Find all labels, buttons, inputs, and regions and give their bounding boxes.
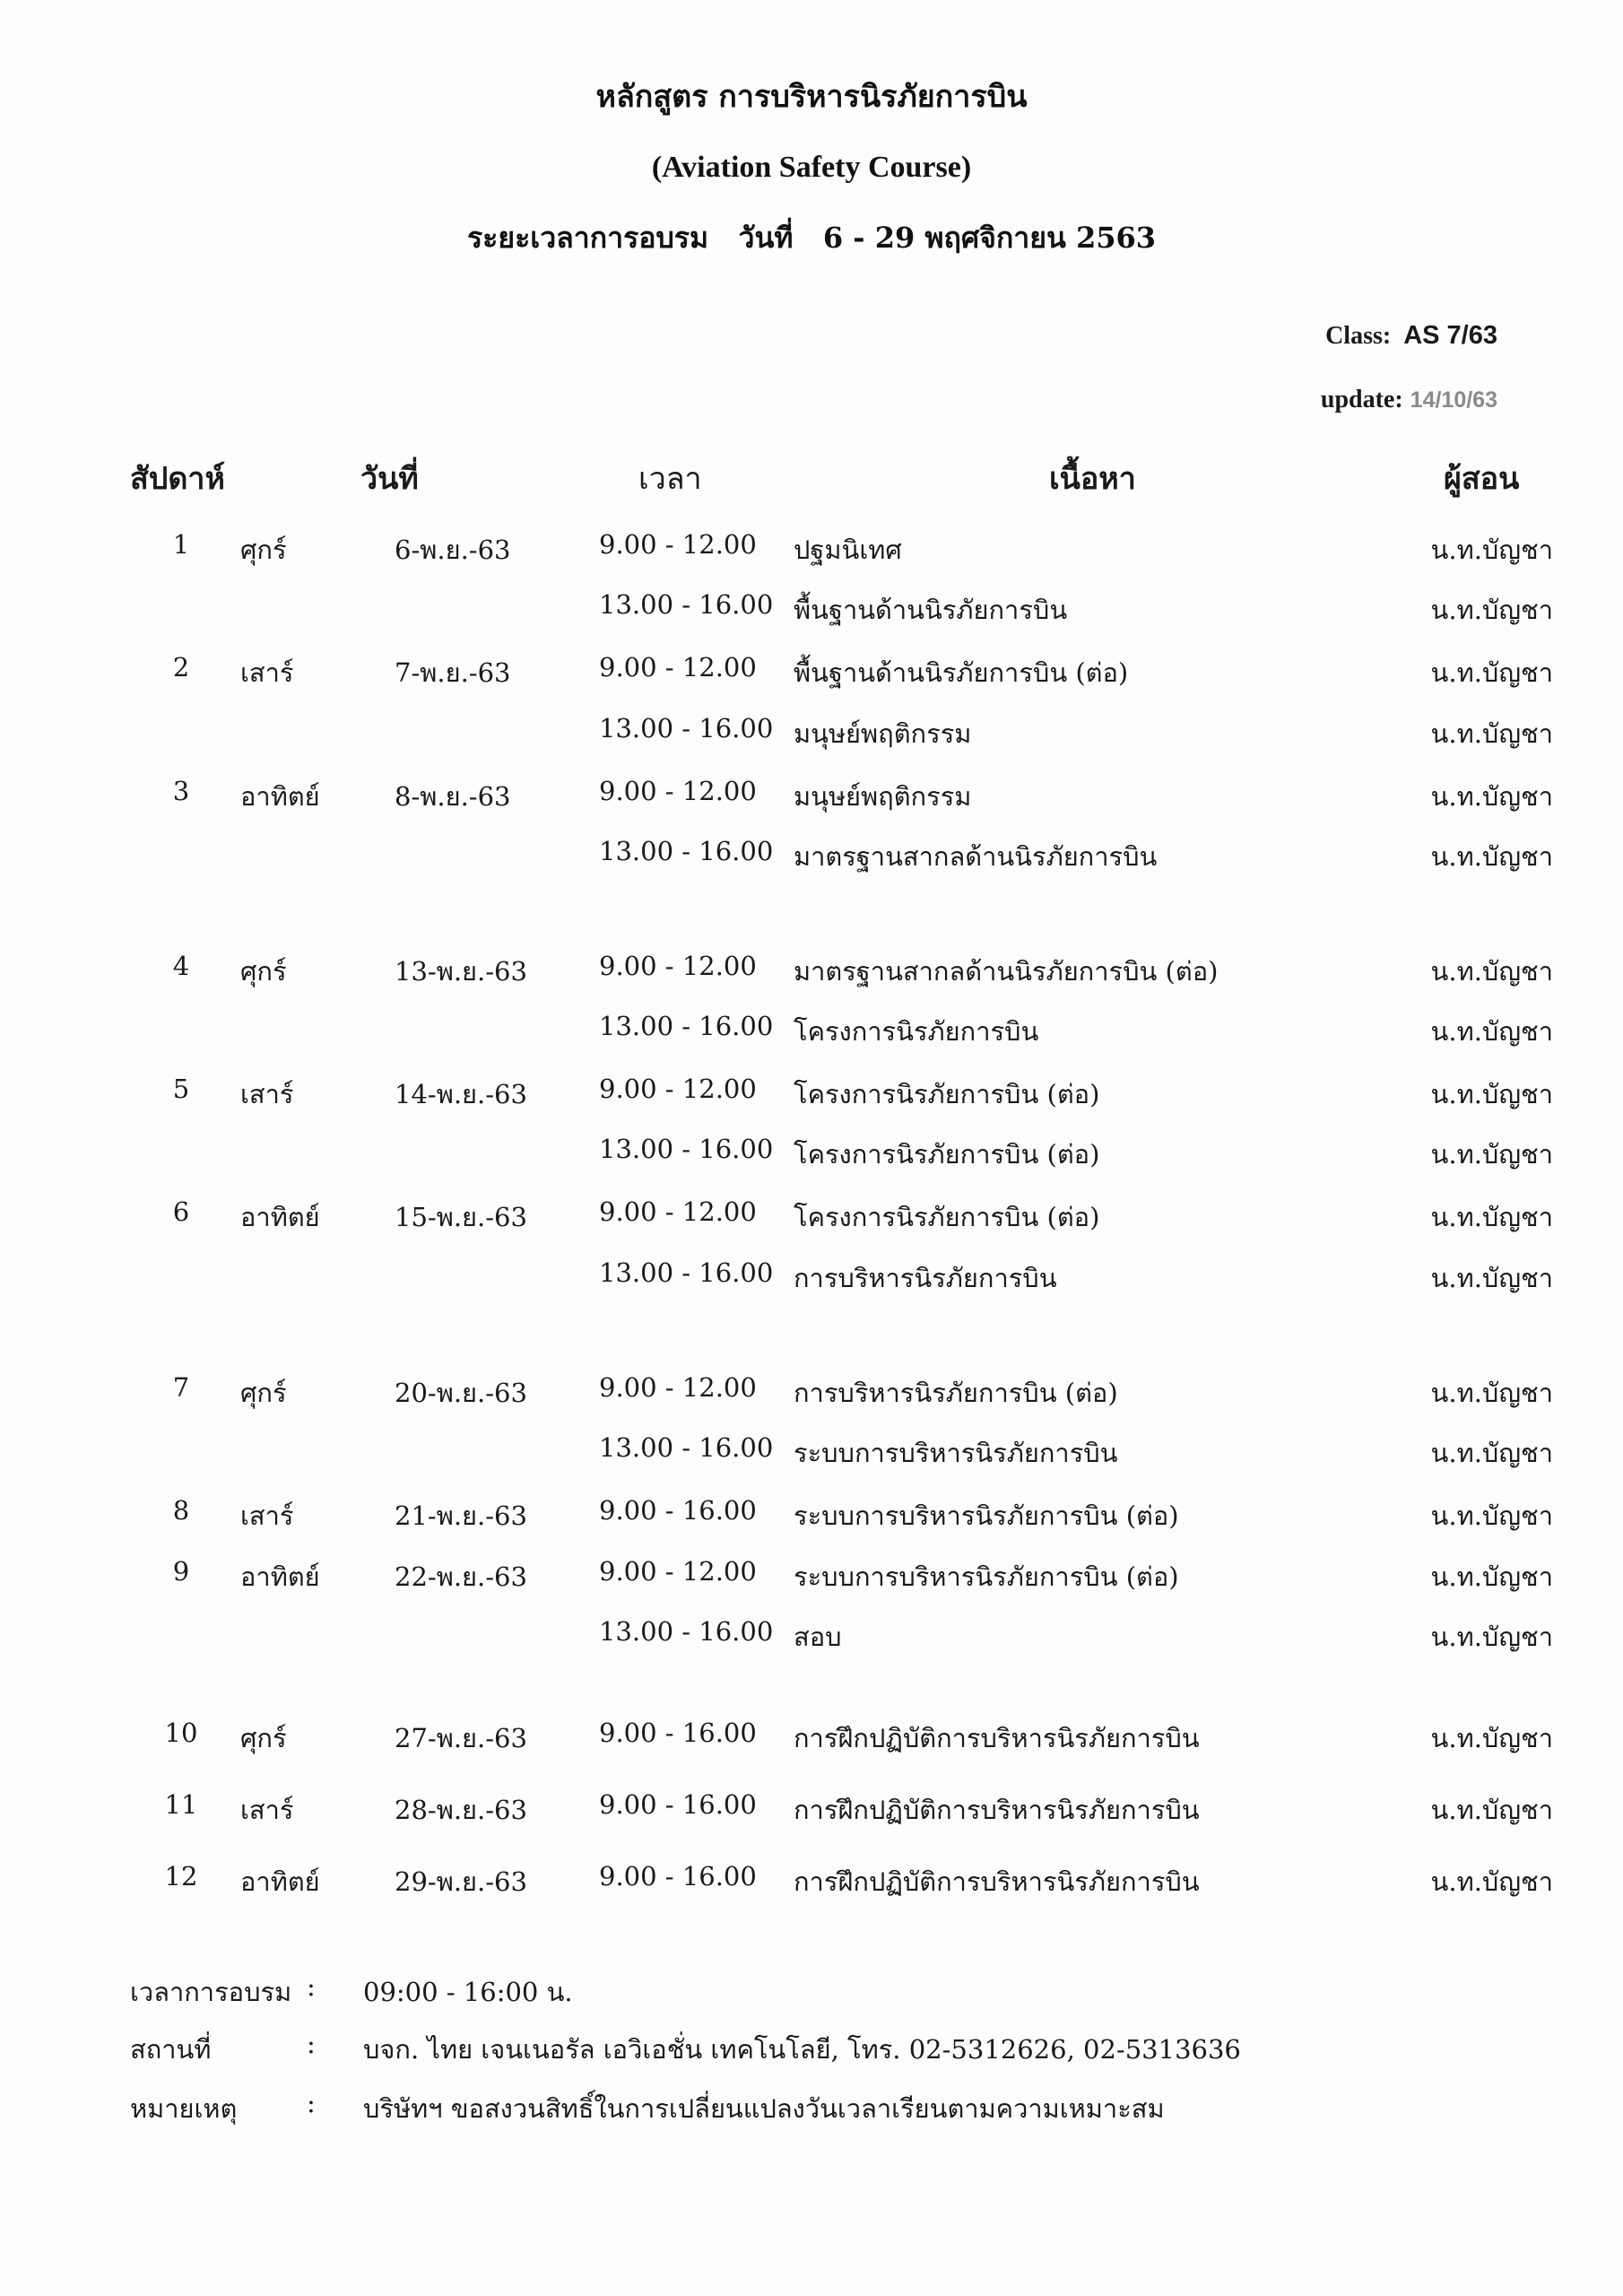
day-name: ศุกร์ bbox=[240, 956, 287, 987]
day-name: อาทิตย์ bbox=[240, 781, 320, 812]
column-header-instructor: ผู้สอน bbox=[1444, 461, 1520, 497]
day-name: เสาร์ bbox=[240, 1795, 294, 1825]
session-time: 9.00 - 12.00 bbox=[599, 951, 757, 981]
instructor-name: น.ท.บัญชา bbox=[1430, 1500, 1553, 1531]
session-content: มนุษย์พฤติกรรม bbox=[794, 718, 972, 749]
day-name: อาทิตย์ bbox=[240, 1202, 320, 1232]
footer-place-value: บจก. ไทย เจนเนอรัล เอวิเอชั่น เทคโนโลยี, โทร. 02-5312626, 02-5313636 bbox=[363, 2034, 1241, 2065]
instructor-name: น.ท.บัญชา bbox=[1430, 956, 1553, 987]
session-date: 21-พ.ย.-63 bbox=[395, 1500, 527, 1531]
session-time: 9.00 - 16.00 bbox=[599, 1718, 757, 1748]
session-date: 7-พ.ย.-63 bbox=[395, 657, 511, 688]
session-content: มนุษย์พฤติกรรม bbox=[794, 781, 972, 812]
footer-time-label: เวลาการอบรม bbox=[130, 1977, 292, 2007]
footer-colon: : bbox=[307, 2029, 316, 2059]
footer-place-label: สถานที่ bbox=[130, 2034, 212, 2065]
session-content: พื้นฐานด้านนิรภัยการบิน bbox=[794, 595, 1068, 625]
session-time: 13.00 - 16.00 bbox=[599, 1011, 774, 1041]
day-name: ศุกร์ bbox=[240, 1723, 287, 1753]
session-content: มาตรฐานสากลด้านนิรภัยการบิน bbox=[794, 841, 1158, 872]
column-header-week: สัปดาห์ bbox=[130, 461, 225, 497]
session-date: 8-พ.ย.-63 bbox=[395, 781, 511, 812]
instructor-name: น.ท.บัญชา bbox=[1430, 657, 1553, 688]
session-date: 6-พ.ย.-63 bbox=[395, 535, 511, 565]
instructor-name: น.ท.บัญชา bbox=[1430, 1438, 1553, 1468]
training-period: ระยะเวลาการอบรม วันที่ 6 - 29 พฤศจิกายน 2563 bbox=[466, 221, 1157, 255]
week-number: 5 bbox=[172, 1074, 190, 1104]
session-content: โครงการนิรภัยการบิน (ต่อ) bbox=[794, 1139, 1100, 1170]
session-time: 9.00 - 16.00 bbox=[599, 1495, 757, 1526]
session-time: 9.00 - 12.00 bbox=[599, 652, 757, 683]
course-title-english: (Aviation Safety Course) bbox=[651, 151, 972, 184]
session-content: การบริหารนิรภัยการบิน bbox=[794, 1263, 1057, 1293]
week-number: 6 bbox=[172, 1196, 190, 1227]
instructor-name: น.ท.บัญชา bbox=[1430, 841, 1553, 872]
footer-time-value: 09:00 - 16:00 น. bbox=[363, 1977, 573, 2007]
class-value: AS 7/63 bbox=[1403, 321, 1497, 350]
instructor-name: น.ท.บัญชา bbox=[1430, 1139, 1553, 1170]
session-content: การฝึกปฏิบัติการบริหารนิรภัยการบิน bbox=[794, 1795, 1200, 1825]
column-header-content: เนื้อหา bbox=[1049, 461, 1136, 497]
week-number: 4 bbox=[172, 951, 190, 981]
day-name: เสาร์ bbox=[240, 657, 294, 688]
day-name: อาทิตย์ bbox=[240, 1561, 320, 1592]
session-time: 9.00 - 12.00 bbox=[599, 1196, 757, 1227]
footer-colon: : bbox=[307, 2088, 316, 2118]
session-content: การฝึกปฏิบัติการบริหารนิรภัยการบิน bbox=[794, 1723, 1200, 1753]
session-date: 14-พ.ย.-63 bbox=[395, 1079, 527, 1109]
session-content: ปฐมนิเทศ bbox=[794, 535, 902, 565]
course-title-thai: หลักสูตร การบริหารนิรภัยการบิน bbox=[595, 79, 1028, 115]
instructor-name: น.ท.บัญชา bbox=[1430, 1622, 1553, 1652]
session-time: 9.00 - 12.00 bbox=[599, 529, 757, 560]
week-number: 3 bbox=[172, 776, 190, 806]
session-time: 13.00 - 16.00 bbox=[599, 1257, 774, 1288]
session-content: ระบบการบริหารนิรภัยการบิน bbox=[794, 1438, 1118, 1468]
class-info bbox=[1325, 321, 1497, 351]
instructor-name: น.ท.บัญชา bbox=[1430, 1561, 1553, 1592]
session-time: 9.00 - 12.00 bbox=[599, 776, 757, 806]
instructor-name: น.ท.บัญชา bbox=[1430, 1378, 1553, 1408]
session-content: ระบบการบริหารนิรภัยการบิน (ต่อ) bbox=[794, 1500, 1179, 1531]
day-name: ศุกร์ bbox=[240, 1378, 287, 1408]
session-time: 9.00 - 12.00 bbox=[599, 1074, 757, 1104]
instructor-name: น.ท.บัญชา bbox=[1430, 1795, 1553, 1825]
session-time: 13.00 - 16.00 bbox=[599, 713, 774, 744]
session-time: 13.00 - 16.00 bbox=[599, 836, 774, 866]
week-number: 8 bbox=[172, 1495, 190, 1526]
update-info bbox=[1321, 386, 1497, 414]
instructor-name: น.ท.บัญชา bbox=[1430, 1079, 1553, 1109]
session-date: 27-พ.ย.-63 bbox=[395, 1723, 527, 1753]
footer-colon: : bbox=[307, 1971, 316, 2002]
update-label: update: bbox=[1320, 386, 1403, 413]
week-number: 1 bbox=[172, 529, 190, 560]
instructor-name: น.ท.บัญชา bbox=[1430, 1202, 1553, 1232]
session-content: มาตรฐานสากลด้านนิรภัยการบิน (ต่อ) bbox=[794, 956, 1219, 987]
session-time: 13.00 - 16.00 bbox=[599, 1432, 774, 1463]
instructor-name: น.ท.บัญชา bbox=[1430, 1723, 1553, 1753]
session-content: โครงการนิรภัยการบิน (ต่อ) bbox=[794, 1079, 1100, 1109]
session-content: พื้นฐานด้านนิรภัยการบิน (ต่อ) bbox=[794, 657, 1129, 688]
session-content: โครงการนิรภัยการบิน bbox=[794, 1016, 1039, 1047]
class-label: Class: bbox=[1325, 322, 1392, 350]
week-number: 10 bbox=[164, 1718, 198, 1748]
week-number: 7 bbox=[172, 1372, 190, 1403]
session-time: 9.00 - 12.00 bbox=[599, 1556, 757, 1587]
column-header-date: วันที่ bbox=[360, 461, 419, 497]
week-number: 11 bbox=[164, 1789, 198, 1820]
instructor-name: น.ท.บัญชา bbox=[1430, 781, 1553, 812]
session-content: สอบ bbox=[794, 1622, 842, 1652]
session-time: 9.00 - 16.00 bbox=[599, 1789, 757, 1820]
session-time: 13.00 - 16.00 bbox=[599, 1616, 774, 1647]
day-name: เสาร์ bbox=[240, 1079, 294, 1109]
week-number: 2 bbox=[172, 652, 190, 683]
instructor-name: น.ท.บัญชา bbox=[1430, 1263, 1553, 1293]
week-number: 9 bbox=[172, 1556, 190, 1587]
session-time: 9.00 - 16.00 bbox=[599, 1861, 757, 1892]
session-time: 13.00 - 16.00 bbox=[599, 1134, 774, 1164]
session-time: 13.00 - 16.00 bbox=[599, 589, 774, 620]
session-date: 29-พ.ย.-63 bbox=[395, 1866, 527, 1897]
week-number: 12 bbox=[164, 1861, 198, 1892]
instructor-name: น.ท.บัญชา bbox=[1430, 1016, 1553, 1047]
update-value: 14/10/63 bbox=[1410, 387, 1497, 413]
session-date: 28-พ.ย.-63 bbox=[395, 1795, 527, 1825]
session-content: ระบบการบริหารนิรภัยการบิน (ต่อ) bbox=[794, 1561, 1179, 1592]
instructor-name: น.ท.บัญชา bbox=[1430, 1866, 1553, 1897]
day-name: เสาร์ bbox=[240, 1500, 294, 1531]
footer-note-value: บริษัทฯ ขอสงวนสิทธิ์ในการเปลี่ยนแปลงวันเวลาเรียนตามความเหมาะสม bbox=[363, 2093, 1165, 2124]
session-date: 13-พ.ย.-63 bbox=[395, 956, 527, 987]
session-time: 9.00 - 12.00 bbox=[599, 1372, 757, 1403]
footer-note-label: หมายเหตุ bbox=[130, 2093, 238, 2124]
column-header-time: เวลา bbox=[638, 461, 702, 497]
instructor-name: น.ท.บัญชา bbox=[1430, 535, 1553, 565]
session-date: 22-พ.ย.-63 bbox=[395, 1561, 527, 1592]
day-name: ศุกร์ bbox=[240, 535, 287, 565]
instructor-name: น.ท.บัญชา bbox=[1430, 718, 1553, 749]
session-content: โครงการนิรภัยการบิน (ต่อ) bbox=[794, 1202, 1100, 1232]
session-date: 20-พ.ย.-63 bbox=[395, 1378, 527, 1408]
session-content: การฝึกปฏิบัติการบริหารนิรภัยการบิน bbox=[794, 1866, 1200, 1897]
session-content: การบริหารนิรภัยการบิน (ต่อ) bbox=[794, 1378, 1118, 1408]
session-date: 15-พ.ย.-63 bbox=[395, 1202, 527, 1232]
instructor-name: น.ท.บัญชา bbox=[1430, 595, 1553, 625]
day-name: อาทิตย์ bbox=[240, 1866, 320, 1897]
